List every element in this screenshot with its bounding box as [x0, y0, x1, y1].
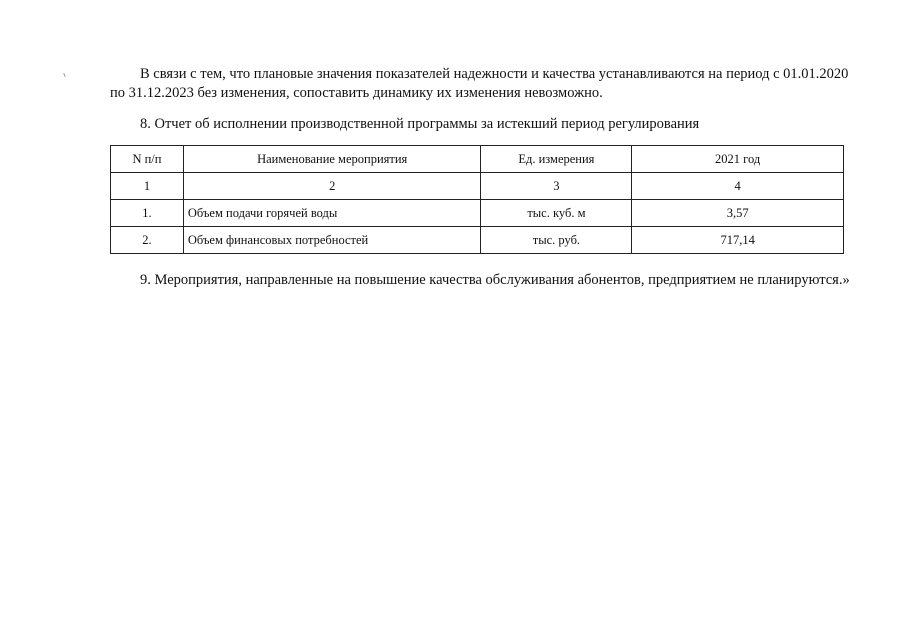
header-unit: Ед. измерения: [481, 146, 632, 173]
header-year: 2021 год: [632, 146, 844, 173]
table-cell: тыс. куб. м: [481, 200, 632, 227]
section-8-title: 8. Отчет об исполнении производственной программы за истекший период регулирования: [140, 116, 700, 132]
table-row: [111, 227, 844, 254]
table-cell: 1: [111, 173, 184, 200]
table-cell: 2: [183, 173, 481, 200]
table-header-row: [111, 146, 844, 173]
table-row: [111, 200, 844, 227]
table-cell: тыс. руб.: [481, 227, 632, 254]
report-table: [110, 145, 844, 254]
table-cell: 3,57: [632, 200, 844, 227]
table-cell: 2.: [111, 227, 184, 254]
paragraph-1-line-2: по 31.12.2023 без изменения, сопоставить динамику их изменения невозможно.: [110, 85, 603, 101]
table-cell: Объем финансовых потребностей: [183, 227, 481, 254]
scan-speck: [63, 73, 66, 77]
header-number: N п/п: [111, 146, 184, 173]
table-cell: 1.: [111, 200, 184, 227]
header-activity-name: Наименование мероприятия: [183, 146, 481, 173]
table-cell: Объем подачи горячей воды: [183, 200, 481, 227]
table-cell: 3: [481, 173, 632, 200]
section-9-text: 9. Мероприятия, направленные на повышение качества обслуживания абонентов, предприятием не планируются.»: [140, 272, 850, 288]
table-cell: 4: [632, 173, 844, 200]
table-cell: 717,14: [632, 227, 844, 254]
column-number-row: [111, 173, 844, 200]
paragraph-1-line-1: В связи с тем, что плановые значения показателей надежности и качества устанавливаются на период с 01.01.2020: [140, 66, 849, 82]
